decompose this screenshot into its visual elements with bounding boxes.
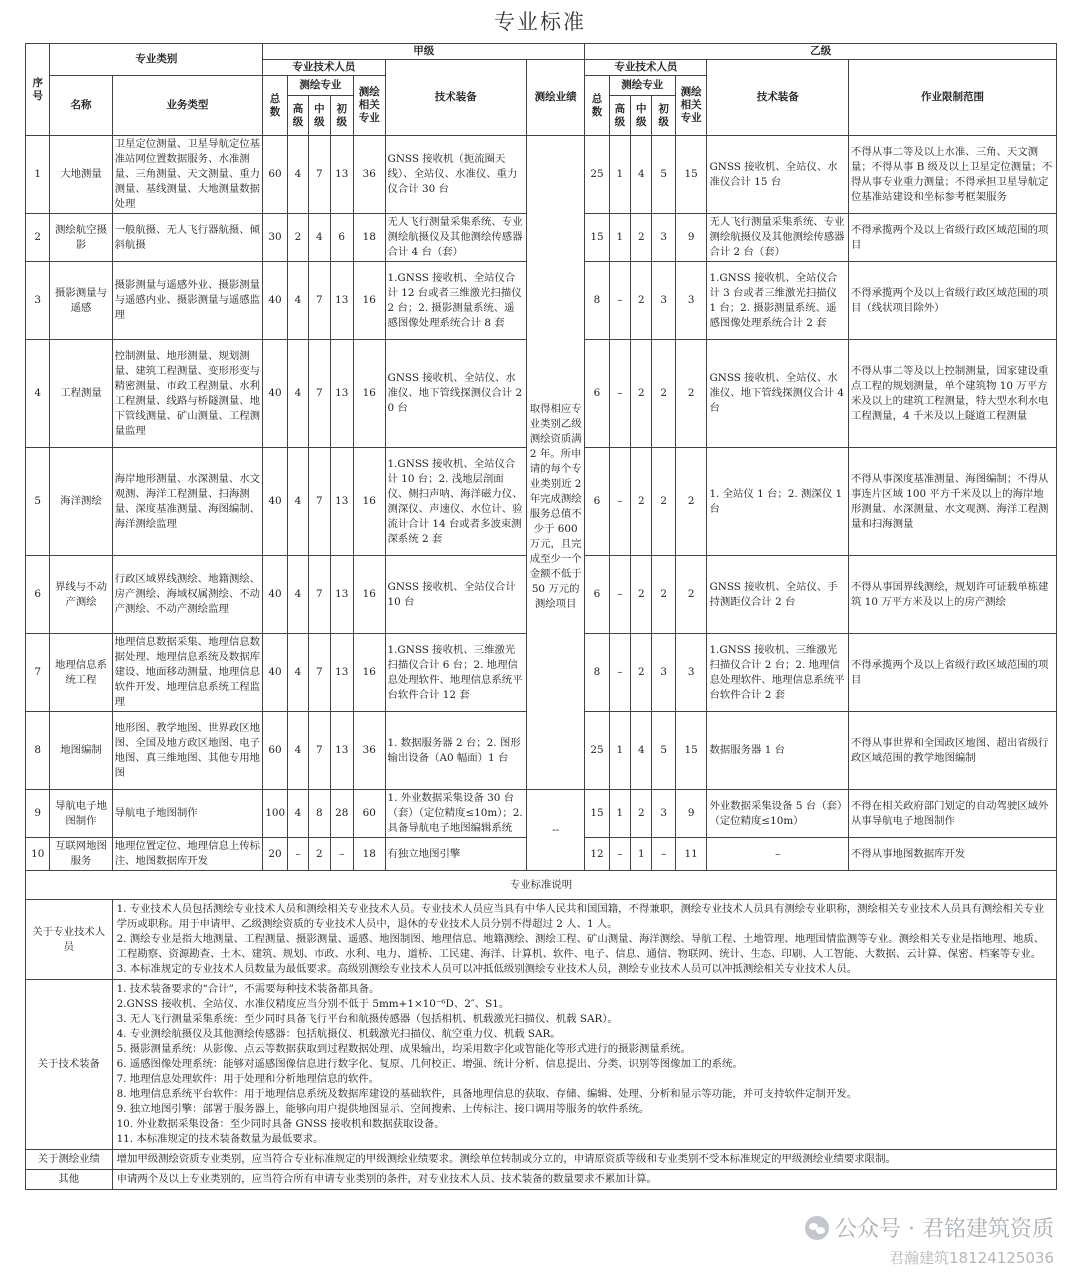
jia-mid: 8 <box>309 790 330 838</box>
yi-senior: – <box>609 634 630 712</box>
yi-equipment-header: 技术装备 <box>707 60 849 136</box>
jia-mid: 7 <box>309 556 330 634</box>
notes-body <box>26 871 1057 1190</box>
row-number: 9 <box>26 790 50 838</box>
jia-related: 18 <box>353 214 385 262</box>
yi-junior: – <box>652 838 675 871</box>
jia-total: 40 <box>263 448 287 556</box>
note-line: 3. 无人飞行测量采集系统：至少同时具备飞行平台和航摄传感器（包括相机、机载激光扫描仪、机载 SAR）。 <box>116 1013 618 1025</box>
jia-senior: 4 <box>287 136 308 214</box>
note-line: 11. 本标准规定的技术装备数量为最低要求。 <box>116 1133 324 1145</box>
yi-related: 2 <box>675 340 707 448</box>
business-type: 海岸地形测量、水深测量、水文观测、海洋工程测量、扫海测量、深度基准测量、海图编制、海洋测绘监理 <box>112 448 263 556</box>
category-name: 工程测量 <box>50 340 112 448</box>
rows-body <box>26 136 1057 871</box>
watermark-sub: 君瀚建筑18124125036 <box>889 1249 1054 1267</box>
yi-related-header: 测绘相关专业 <box>675 76 707 136</box>
yi-personnel-header: 专业技术人员 <box>585 60 707 76</box>
jia-total: 40 <box>263 340 287 448</box>
business-type: 一般航摄、无人飞行器航摄、倾斜航摄 <box>112 214 263 262</box>
note-line: 5. 摄影测量系统：从影像、点云等数据获取到过程数据处理、成果输出，均采用数字化或智能化等形式进行的摄影测量系统。 <box>116 1043 691 1055</box>
row-number: 8 <box>26 712 50 790</box>
jia-total: 30 <box>263 214 287 262</box>
jia-mid: 7 <box>309 712 330 790</box>
jia-junior: 13 <box>330 340 353 448</box>
business-type: 地理位置定位、地理信息上传标注、地图数据库开发 <box>112 838 263 871</box>
work-limit: 不得承揽两个及以上省级行政区域范围的项目（线状项目除外） <box>849 262 1057 340</box>
performance-requirement-empty: -- <box>527 790 585 871</box>
note-body <box>112 1150 1056 1170</box>
yi-related: 15 <box>675 712 707 790</box>
jia-senior: 4 <box>287 340 308 448</box>
category-name: 互联网地图服务 <box>50 838 112 871</box>
business-type: 卫星定位测量、卫星导航定位基准站网位置数据服务、水准测量、三角测量、天文测量、重力测量、基线测量、大地测量数据处理 <box>112 136 263 214</box>
jia-mid: 7 <box>309 448 330 556</box>
wechat-icon <box>805 1216 829 1240</box>
jia-total: 40 <box>263 262 287 340</box>
note-line: 6. 遥感图像处理系统：能够对遥感图像信息进行数字化、复原、几何校正、增强、统计分析、信息提出、分类、识别等图像加工的系统。 <box>116 1058 743 1070</box>
yi-total: 6 <box>585 340 609 448</box>
work-limit: 不得从事地图数据库开发 <box>849 838 1057 871</box>
row-number: 10 <box>26 838 50 871</box>
business-type: 摄影测量与遥感外业、摄影测量与遥感内业、摄影测量与遥感监理 <box>112 262 263 340</box>
jia-related-header: 测绘相关专业 <box>353 76 385 136</box>
jia-related: 16 <box>353 340 385 448</box>
yi-total: 15 <box>585 214 609 262</box>
note-line: 申请两个及以上专业类别的，应当符合所有申请专业类别的条件，对专业技术人员、技术装备的数量要求不累加计算。 <box>116 1173 657 1185</box>
yi-mid: 2 <box>631 214 652 262</box>
note-line: 1. 技术装备要求的“合计”，不需要每种技术装备都具备。 <box>116 983 380 995</box>
business-type: 行政区域界线测绘、地籍测绘、房产测绘、海域权属测绘、不动产测绘、不动产测绘监理 <box>112 556 263 634</box>
jia-equipment: 有独立地图引擎 <box>385 838 527 871</box>
yi-junior: 5 <box>652 136 675 214</box>
yi-equipment: GNSS 接收机、全站仪、手持测距仪合计 2 台 <box>707 556 849 634</box>
jia-equipment: 1.GNSS 接收机、全站仪合计 10 台；2. 浅地层剖面仪、侧扫声呐、海洋磁力仪、测深仪、声速仪、水位计、验流计合计 14 台或者多波束测深系统 2 套 <box>385 448 527 556</box>
note-label: 关于技术装备 <box>26 980 113 1150</box>
note-line: 10. 外业数据采集设备：至少同时具备 GNSS 接收机和数据获取设备。 <box>116 1118 445 1130</box>
yi-equipment: GNSS 接收机、全站仪、水准仪、地下管线探测仪合计 4 台 <box>707 340 849 448</box>
row-number: 7 <box>26 634 50 712</box>
yi-equipment: 无人飞行测量采集系统、专业测绘航摄仪及其他测绘传感器合计 2 台（套） <box>707 214 849 262</box>
note-label: 关于专业技术人员 <box>26 900 113 980</box>
jia-equipment: 1. 外业数据采集设备 30 台（套）（定位精度≤10m）；2. 具备导航电子地图编辑系统 <box>385 790 527 838</box>
yi-mid: 1 <box>631 838 652 871</box>
yi-mid: 2 <box>631 340 652 448</box>
jia-equipment: GNSS 接收机、全站仪、水准仪、地下管线探测仪合计 20 台 <box>385 340 527 448</box>
yi-total: 12 <box>585 838 609 871</box>
note-label: 关于测绘业绩 <box>26 1150 113 1170</box>
yi-junior: 5 <box>652 712 675 790</box>
yi-senior: – <box>609 556 630 634</box>
yi-mid: 2 <box>631 262 652 340</box>
performance-requirement: 取得相应专业类别乙级测绘资质满 2 年。所申请的每个专业类别近 2 年完成测绘服务总值不少于 600 万元，且完成至少一个金额不低于 50 万元的测绘项目 <box>527 136 585 790</box>
jia-equipment: 1.GNSS 接收机、三维激光扫描仪合计 6 台；2. 地理信息处理软件、地理信息系统平台软件合计 12 套 <box>385 634 527 712</box>
jia-total-header: 总数 <box>263 76 287 136</box>
yi-junior: 3 <box>652 214 675 262</box>
note-row <box>26 900 1057 980</box>
jia-senior: 4 <box>287 556 308 634</box>
jia-junior: 13 <box>330 634 353 712</box>
yi-mid: 2 <box>631 634 652 712</box>
jia-junior: 13 <box>330 262 353 340</box>
yi-senior: – <box>609 262 630 340</box>
yi-total: 25 <box>585 712 609 790</box>
yi-equipment: 1.GNSS 接收机、全站仪合计 3 台或者三维激光扫描仪 1 台；2. 摄影测量系统、遥感图像处理系统合计 2 套 <box>707 262 849 340</box>
jia-senior: 2 <box>287 214 308 262</box>
name-header: 名称 <box>50 76 112 136</box>
yi-mid: 4 <box>631 712 652 790</box>
yi-total: 8 <box>585 634 609 712</box>
category-name: 摄影测量与遥感 <box>50 262 112 340</box>
yi-junior: 3 <box>652 790 675 838</box>
jia-mid: 2 <box>309 838 330 871</box>
jia-senior: 4 <box>287 790 308 838</box>
jia-junior: 13 <box>330 136 353 214</box>
jia-mid: 7 <box>309 340 330 448</box>
yi-related: 2 <box>675 448 707 556</box>
category-name: 导航电子地图制作 <box>50 790 112 838</box>
jia-mid: 7 <box>309 634 330 712</box>
jia-junior: 6 <box>330 214 353 262</box>
work-limit: 不得从事二等及以上控制测量，国家建设重点工程的规划测量，单个建筑物 10 万平方米及以上的建筑工程测量，特大型水利水电工程测量，4 千米及以上隧道工程测量 <box>849 340 1057 448</box>
jia-equipment: 1.GNSS 接收机、全站仪合计 12 台或者三维激光扫描仪 2 台；2. 摄影测量系统、遥感图像处理系统合计 8 套 <box>385 262 527 340</box>
yi-equipment: 1.GNSS 接收机、三维激光扫描仪合计 2 台；2. 地理信息处理软件、地理信息系统平台软件合计 2 套 <box>707 634 849 712</box>
business-type: 控制测量、地形测量、规划测量、建筑工程测量、变形形变与精密测量、市政工程测量、水利工程测量、线路与桥隧测量、地下管线测量、矿山测量、工程测量监理 <box>112 340 263 448</box>
jia-total: 60 <box>263 712 287 790</box>
jia-total: 40 <box>263 556 287 634</box>
row-number: 2 <box>26 214 50 262</box>
note-body <box>112 1170 1056 1190</box>
jia-senior: – <box>287 838 308 871</box>
yi-total: 15 <box>585 790 609 838</box>
business-header: 业务类型 <box>112 76 263 136</box>
jia-related: 18 <box>353 838 385 871</box>
row-number: 5 <box>26 448 50 556</box>
jia-mid-header: 中级 <box>309 96 330 136</box>
yi-related: 15 <box>675 136 707 214</box>
jia-mid: 4 <box>309 214 330 262</box>
jia-junior: 13 <box>330 556 353 634</box>
work-limit: 不得从事二等及以上水准、三角、天文测量；不得从事 B 级及以上卫星定位测量；不得从事专业重力测量；不得承担卫星导航定位基准站建设和坐标参考框架服务 <box>849 136 1057 214</box>
jia-total: 60 <box>263 136 287 214</box>
notes-title: 专业标准说明 <box>26 871 1057 900</box>
yi-related: 2 <box>675 556 707 634</box>
yi-equipment: GNSS 接收机、全站仪、水准仪合计 15 台 <box>707 136 849 214</box>
yi-senior: 1 <box>609 214 630 262</box>
business-type: 地形图、教学地图、世界政区地图、全国及地方政区地图、电子地图、真三维地图、其他专用地图 <box>112 712 263 790</box>
jia-total: 100 <box>263 790 287 838</box>
jia-equipment: 无人飞行测量采集系统、专业测绘航摄仪及其他测绘传感器合计 4 台（套） <box>385 214 527 262</box>
jia-junior: 13 <box>330 712 353 790</box>
note-row <box>26 1170 1057 1190</box>
jia-senior: 4 <box>287 262 308 340</box>
yi-junior-header: 初级 <box>652 96 675 136</box>
work-limit: 不得从事世界和全国政区地图、超出省级行政区域范围的教学地图编制 <box>849 712 1057 790</box>
jia-related: 36 <box>353 136 385 214</box>
yi-equipment: 1. 全站仪 1 台；2. 测深仪 1 台 <box>707 448 849 556</box>
jia-junior: 28 <box>330 790 353 838</box>
yi-junior: 2 <box>652 340 675 448</box>
table-row <box>26 136 1057 214</box>
yi-senior: 1 <box>609 136 630 214</box>
jia-total: 40 <box>263 634 287 712</box>
yi-senior: 1 <box>609 712 630 790</box>
yi-junior: 2 <box>652 448 675 556</box>
note-line: 7. 地理信息处理软件：用于处理和分析地理信息的软件。 <box>116 1073 380 1085</box>
category-name: 地图编制 <box>50 712 112 790</box>
category-name: 测绘航空摄影 <box>50 214 112 262</box>
category-name: 海洋测绘 <box>50 448 112 556</box>
yi-total: 6 <box>585 448 609 556</box>
yi-equipment: 数据服务器 1 台 <box>707 712 849 790</box>
note-row <box>26 1150 1057 1170</box>
category-name: 大地测量 <box>50 136 112 214</box>
jia-related: 16 <box>353 262 385 340</box>
note-line: 8. 地理信息系统平台软件：用于地理信息系统及数据库建设的基础软件，具备地理信息的获取、存储、编辑、处理、分析和显示等功能，并可支持软件定制开发。 <box>116 1088 858 1100</box>
category-name: 界线与不动产测绘 <box>50 556 112 634</box>
jia-mid: 7 <box>309 262 330 340</box>
jia-related: 60 <box>353 790 385 838</box>
yi-senior: – <box>609 340 630 448</box>
yi-mid-header: 中级 <box>631 96 652 136</box>
jia-junior-header: 初级 <box>330 96 353 136</box>
category-header: 专业类别 <box>50 44 263 76</box>
yi-equipment: – <box>707 838 849 871</box>
yi-related: 3 <box>675 634 707 712</box>
jia-senior: 4 <box>287 634 308 712</box>
yi-equipment: 外业数据采集设备 5 台（套）（定位精度≤10m） <box>707 790 849 838</box>
note-line: 1. 专业技术人员包括测绘专业技术人员和测绘相关专业技术人员。专业技术人员应当具有中华人民共和国国籍，不得兼职，测绘专业技术人员具有测绘专业职称，测绘相关专业技术人员具有测绘相关专业学历或职称。用于申请甲、乙级测绘资质的专业技术人员中，退休的专业技术人员分别不得超过 2 人、1 人。 <box>116 903 1045 930</box>
yi-total: 25 <box>585 136 609 214</box>
note-line: 2. 测绘专业是指大地测量、工程测量、摄影测量、遥感、地图制图、地理信息、地籍测绘、测绘工程、矿山测量、海洋测绘、导航工程、土地管理、地理国情监测等专业。测绘相关专业是指地理、地质、工程勘察、资源勘查、土木、建筑、规划、市政、水利、电力、道桥、工民建、海洋、计算机、软件、电子、信息、通信、物联网、统计、生态、印刷、人工智能、大数据、云计算、保密、档案等专业。 <box>116 933 1045 960</box>
note-row <box>26 980 1057 1150</box>
yi-total: 8 <box>585 262 609 340</box>
jia-related: 16 <box>353 556 385 634</box>
seq-header: 序号 <box>26 44 50 136</box>
jia-related: 16 <box>353 448 385 556</box>
row-number: 6 <box>26 556 50 634</box>
watermark <box>805 1212 1054 1243</box>
business-type: 地理信息数据采集、地理信息数据处理、地理信息系统及数据库建设、地面移动测量、地理信息软件开发、地理信息系统工程监理 <box>112 634 263 712</box>
row-number: 1 <box>26 136 50 214</box>
note-body <box>112 980 1056 1150</box>
note-label: 其他 <box>26 1170 113 1190</box>
yi-total-header: 总数 <box>585 76 609 136</box>
yi-mid: 2 <box>631 556 652 634</box>
yi-mid: 4 <box>631 136 652 214</box>
yi-junior: 2 <box>652 556 675 634</box>
limit-header: 作业限制范围 <box>849 60 1057 136</box>
work-limit: 不得从事深度基准测量、海图编制；不得从事连片区域 100 平方千米及以上的海岸地形测量、水深测量、水文观测、海洋工程测量和扫海测量 <box>849 448 1057 556</box>
yi-header: 乙级 <box>585 44 1057 60</box>
jia-related: 36 <box>353 712 385 790</box>
yi-senior: 1 <box>609 790 630 838</box>
category-name: 地理信息系统工程 <box>50 634 112 712</box>
jia-mid: 7 <box>309 136 330 214</box>
jia-survey-major-header: 测绘专业 <box>287 76 353 96</box>
jia-senior: 4 <box>287 712 308 790</box>
yi-related: 11 <box>675 838 707 871</box>
yi-total: 6 <box>585 556 609 634</box>
yi-junior: 3 <box>652 262 675 340</box>
row-number: 3 <box>26 262 50 340</box>
standards-table <box>25 43 1057 1190</box>
note-line: 2.GNSS 接收机、全站仪、水准仪精度应当分别不低于 5mm+1×10⁻⁶D、2″、S1。 <box>116 998 510 1010</box>
yi-survey-major-header: 测绘专业 <box>609 76 675 96</box>
jia-header: 甲级 <box>263 44 585 60</box>
row-number: 4 <box>26 340 50 448</box>
yi-junior: 3 <box>652 634 675 712</box>
yi-related: 9 <box>675 214 707 262</box>
note-line: 3. 本标准规定的专业技术人员数量为最低要求。高级别测绘专业技术人员可以冲抵低级别测绘专业技术人员，测绘专业技术人员可以冲抵测绘相关专业技术人员。 <box>116 963 858 975</box>
jia-equipment-header: 技术装备 <box>385 60 527 136</box>
watermark-text: 公众号 · 君铭建筑资质 <box>835 1217 1054 1242</box>
jia-senior: 4 <box>287 448 308 556</box>
yi-related: 3 <box>675 262 707 340</box>
work-limit: 不得承揽两个及以上省级行政区域范围的项目 <box>849 634 1057 712</box>
jia-equipment: GNSS 接收机、全站仪合计 10 台 <box>385 556 527 634</box>
note-line: 增加甲级测绘资质专业类别，应当符合专业标准规定的甲级测绘业绩要求。测绘单位转制或分立的，申请原资质等级和专业类别不受本标准规定的甲级测绘业绩要求限制。 <box>116 1153 896 1165</box>
note-body <box>112 900 1056 980</box>
work-limit: 不得在相关政府部门划定的自动驾驶区域外从事导航电子地图制作 <box>849 790 1057 838</box>
performance-header: 测绘业绩 <box>527 60 585 136</box>
note-line: 9. 独立地图引擎：部署于服务器上，能够向用户提供地图显示、空间搜索、上传标注、接口调用等服务的软件系统。 <box>116 1103 650 1115</box>
page-title: 专业标准 <box>494 10 586 34</box>
table-row <box>26 790 1057 838</box>
yi-mid: 2 <box>631 790 652 838</box>
work-limit: 不得从事国界线测绘，规划许可证载单栋建筑 10 万平方米及以上的房产测绘 <box>849 556 1057 634</box>
yi-senior-header: 高级 <box>609 96 630 136</box>
yi-mid: 2 <box>631 448 652 556</box>
jia-equipment: GNSS 接收机（扼流圈天线）、全站仪、水准仪、重力仪合计 30 台 <box>385 136 527 214</box>
yi-related: 9 <box>675 790 707 838</box>
work-limit: 不得承揽两个及以上省级行政区域范围的项目 <box>849 214 1057 262</box>
note-line: 4. 专业测绘航摄仪及其他测绘传感器：包括航摄仪、机载激光扫描仪、航空重力仪、机载 SAR。 <box>116 1028 561 1040</box>
jia-junior: 13 <box>330 448 353 556</box>
jia-total: 20 <box>263 838 287 871</box>
jia-senior-header: 高级 <box>287 96 308 136</box>
jia-personnel-header: 专业技术人员 <box>263 60 385 76</box>
jia-equipment: 1. 数据服务器 2 台；2. 图形输出设备（A0 幅面）1 台 <box>385 712 527 790</box>
yi-senior: – <box>609 448 630 556</box>
jia-related: 16 <box>353 634 385 712</box>
jia-junior: – <box>330 838 353 871</box>
business-type: 导航电子地图制作 <box>112 790 263 838</box>
yi-senior: – <box>609 838 630 871</box>
